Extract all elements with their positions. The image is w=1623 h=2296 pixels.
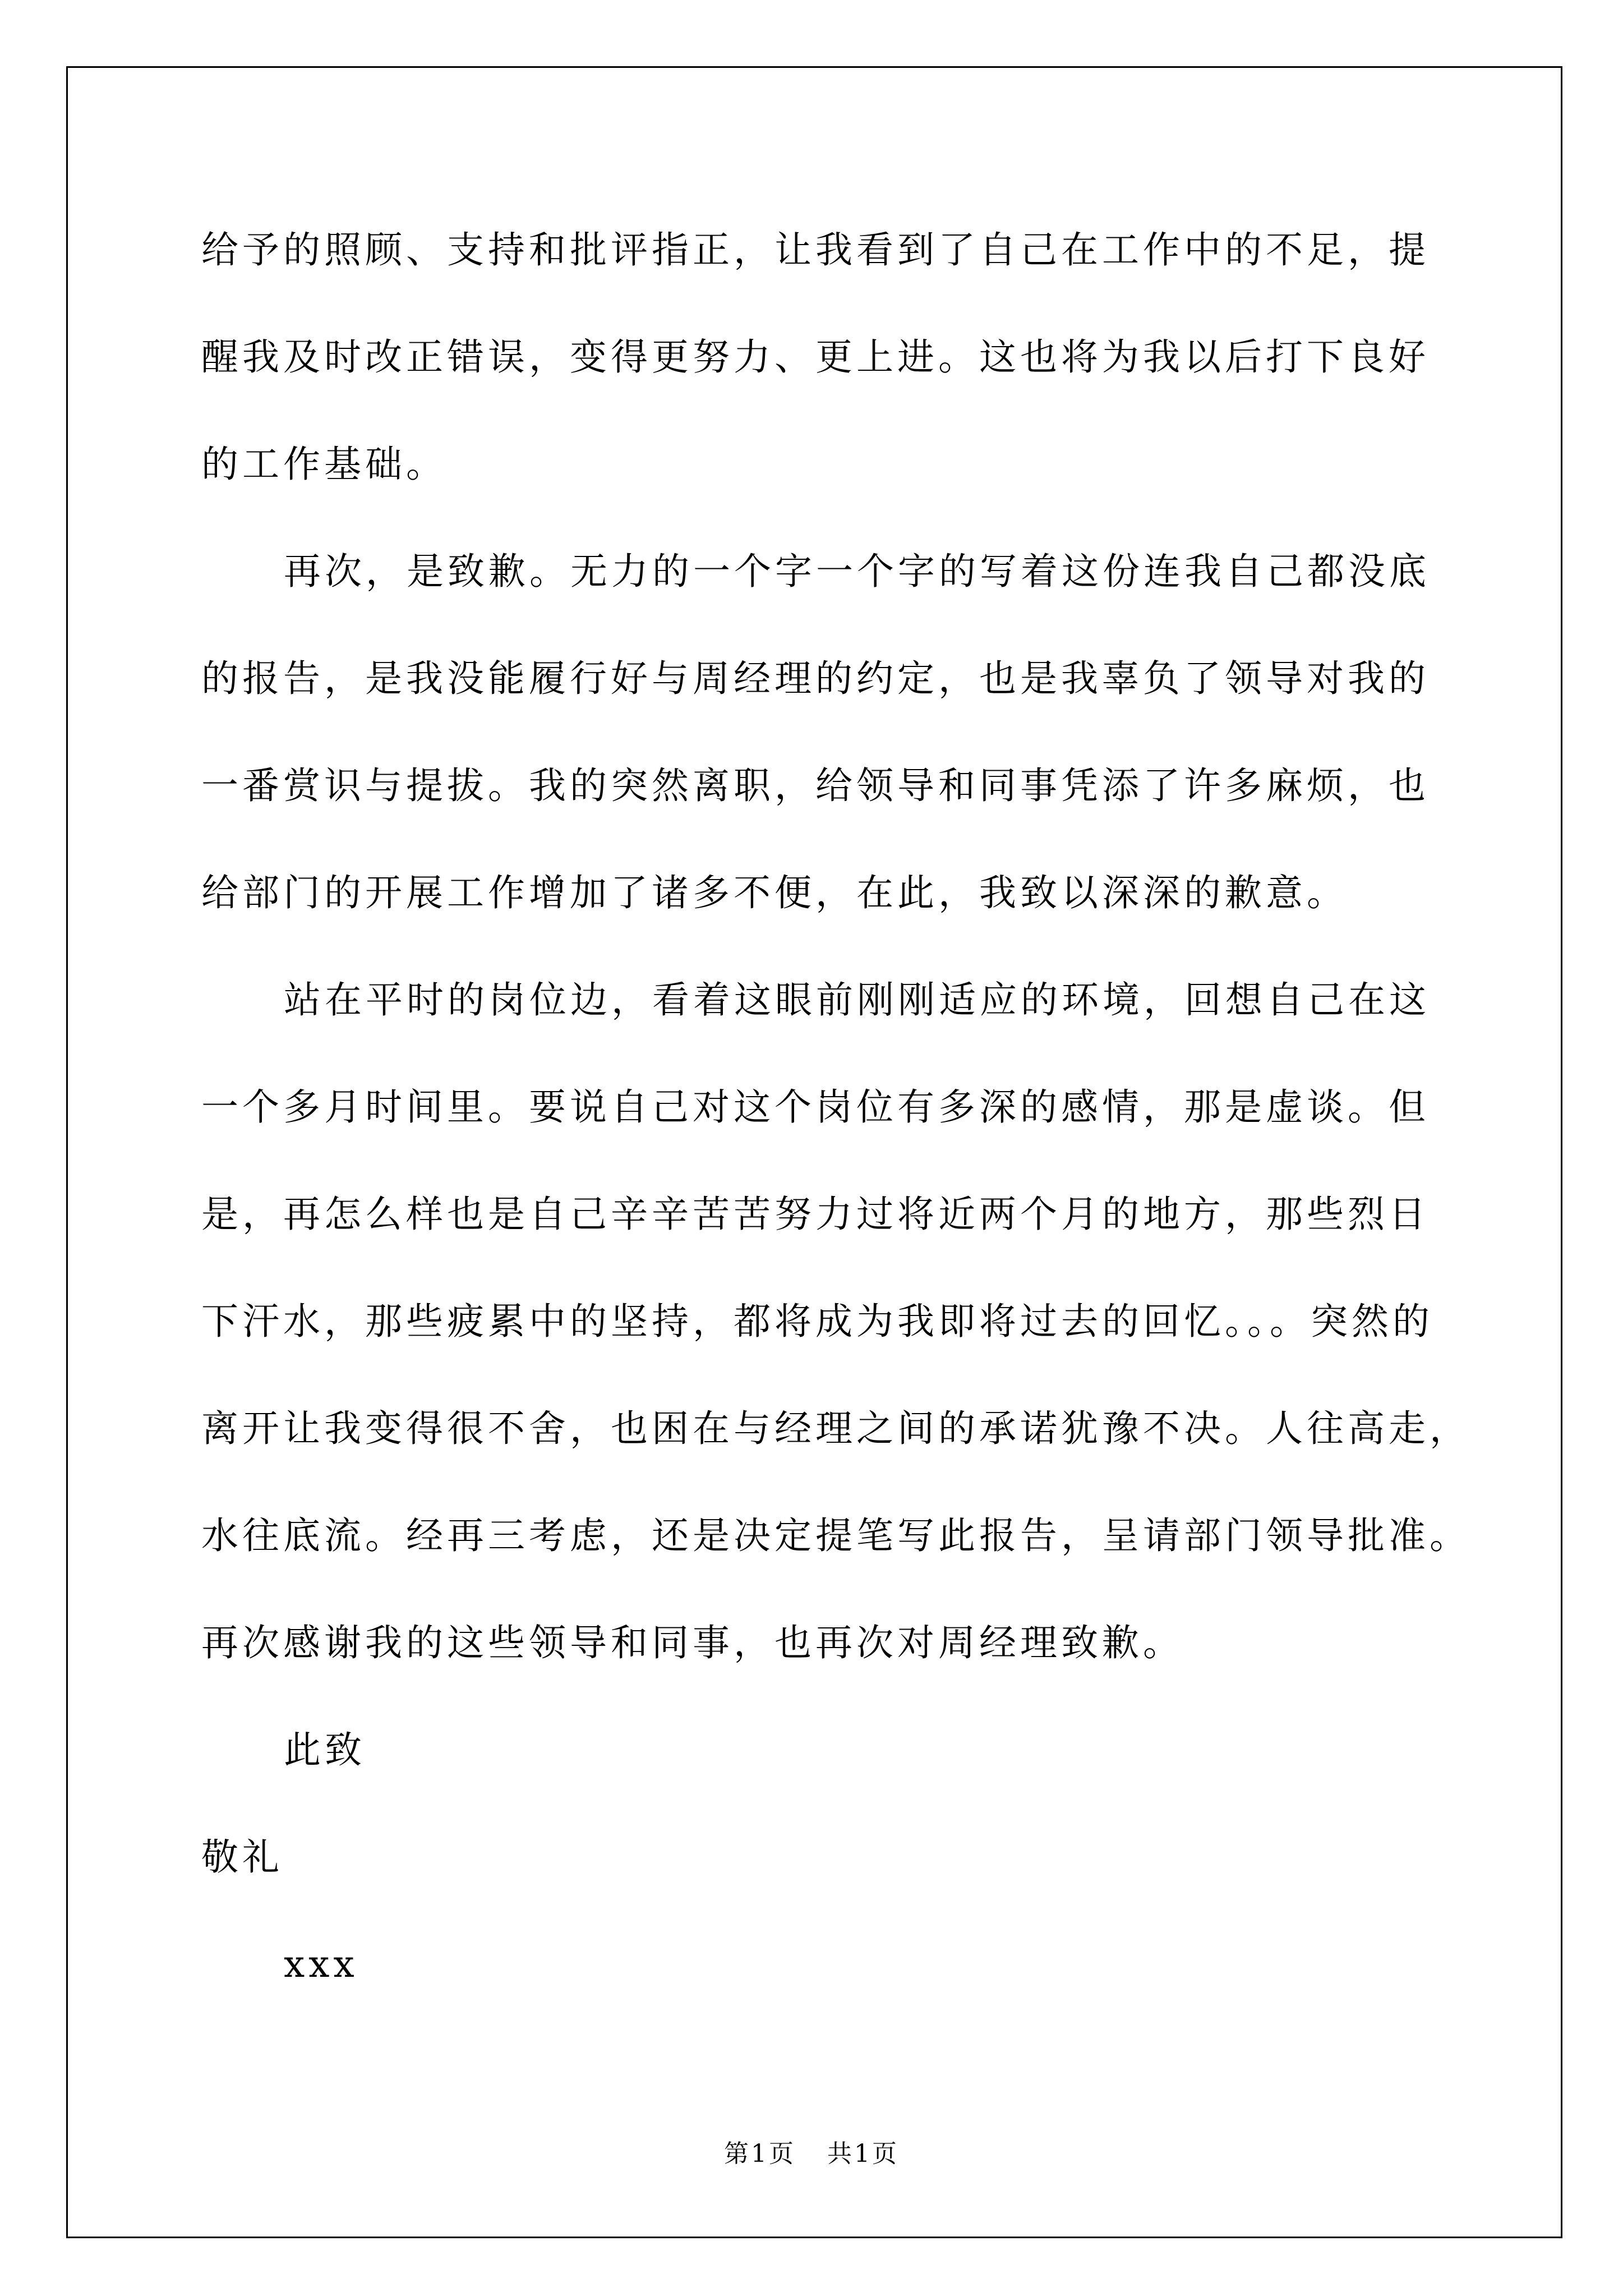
text-line: 给予的照顾、支持和批评指正，让我看到了自己在工作中的不足，提 [201,228,1430,272]
letter-closing [201,1696,1514,2018]
paragraph-reflection [201,946,1514,1696]
text-line: 站在平时的岗位边，看着这眼前刚刚适应的环境，回想自己在这 [284,978,1430,1022]
text-line: 的报告，是我没能履行好与周经理的约定，也是我辜负了领导对我的 [201,657,1430,700]
text-line: 一个多月时间里。要说自己对这个岗位有多深的感情，那是虚谈。但 [201,1085,1430,1129]
page-number-total: 共1页 [827,2139,899,2168]
text-line: 的工作基础。 [201,443,447,486]
text-line: 一番赏识与提拔。我的突然离职，给领导和同事凭添了许多麻烦，也 [201,764,1430,807]
text-line: 给部门的开展工作增加了诸多不便，在此，我致以深深的歉意。 [201,871,1348,914]
text-line: 离开让我变得很不舍，也困在与经理之间的承诺犹豫不决。人往高走， [201,1407,1470,1450]
text-line: 再次，是致歉。无力的一个字一个字的写着这份连我自己都没底 [284,550,1430,593]
text-line: 是，再怎么样也是自己辛辛苦苦努力过将近两个月的地方，那些烈日 [201,1193,1430,1236]
page-footer [0,2137,1623,2171]
closing-salutation: 此致 [284,1728,366,1772]
letter-body [201,196,1514,2018]
text-line: 再次感谢我的这些领导和同事，也再次对周经理致歉。 [201,1621,1184,1664]
signature: xxx [284,1943,358,1986]
page-number-current: 第1页 [724,2139,796,2168]
text-line: 下汗水，那些疲累中的坚持，都将成为我即将过去的回忆。。。突然的 [201,1300,1433,1343]
paragraph-gratitude [201,196,1514,518]
paragraph-apology [201,518,1514,946]
closing-regards: 敬礼 [201,1835,283,1879]
text-line: 水往底流。经再三考虑，还是决定提笔写此报告，呈请部门领导批准。 [201,1514,1470,1557]
text-line: 醒我及时改正错误，变得更努力、更上进。这也将为我以后打下良好 [201,335,1430,379]
